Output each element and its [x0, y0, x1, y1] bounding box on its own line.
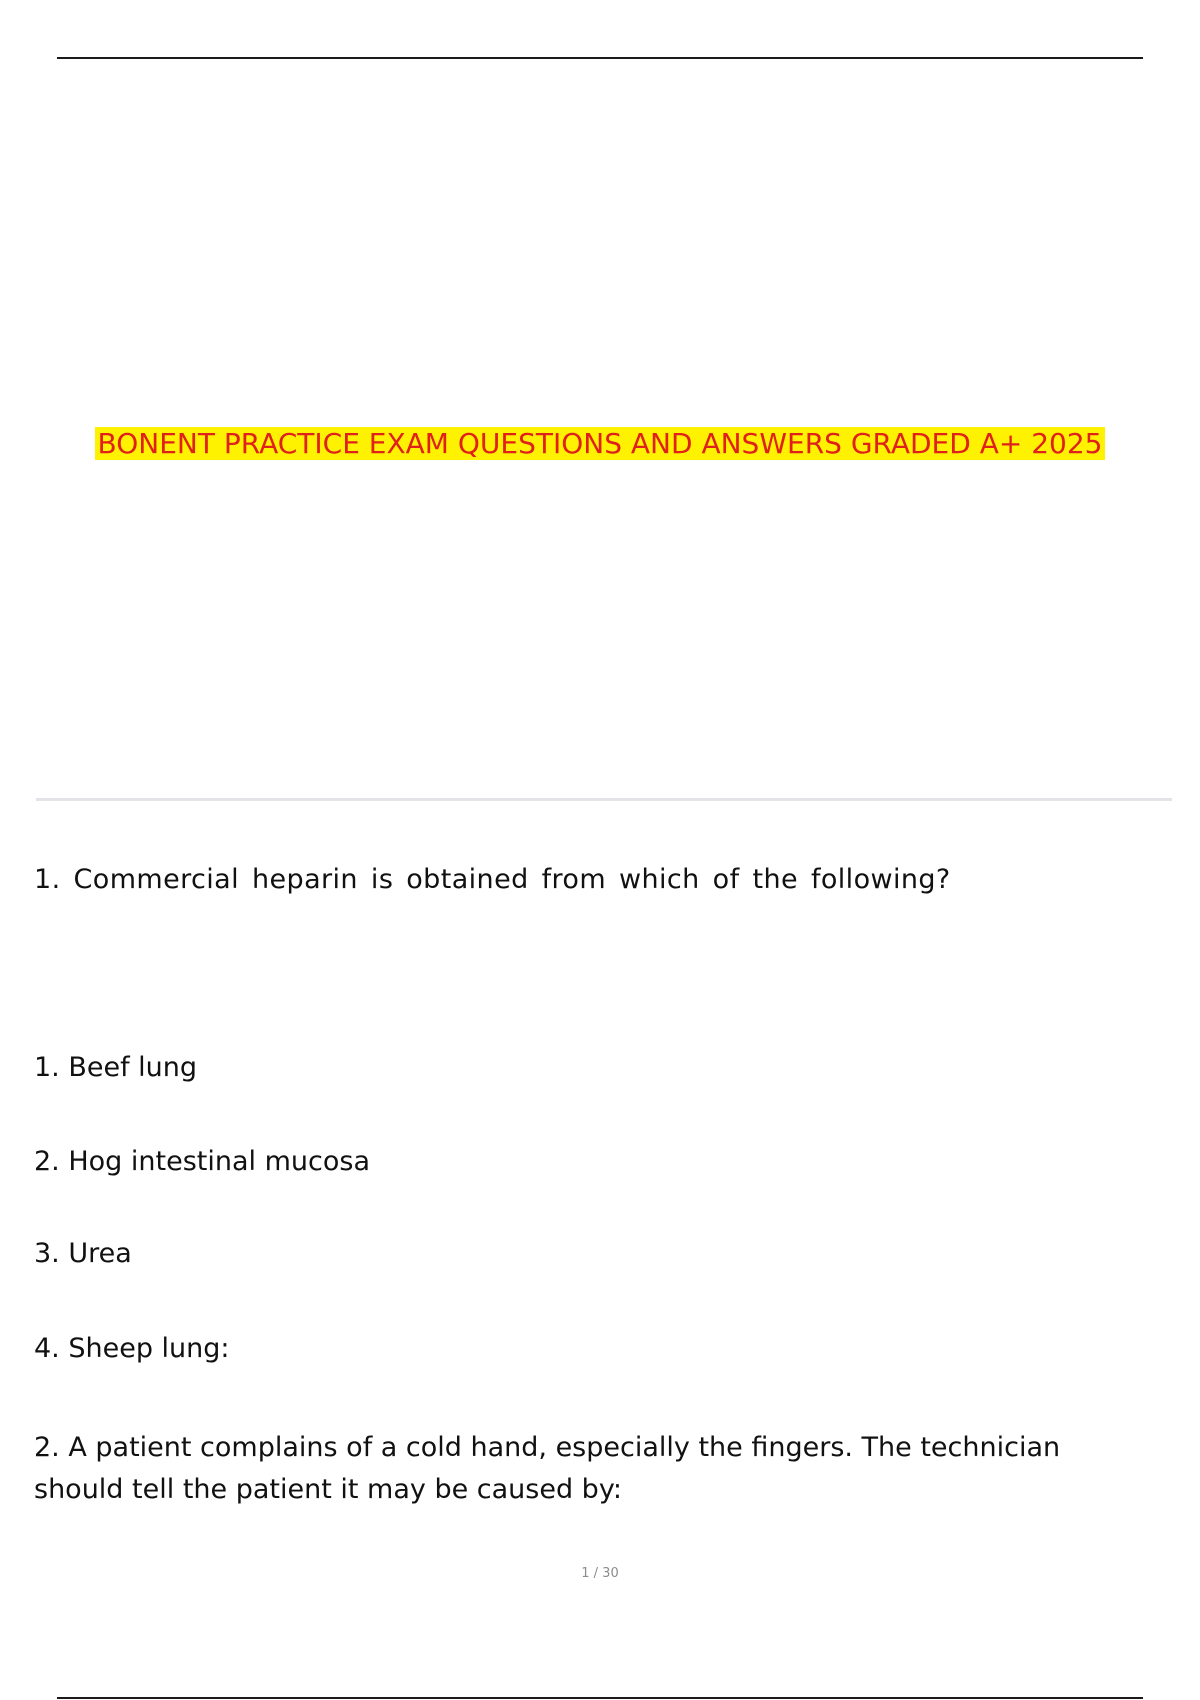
question-2: 2. A patient complains of a cold hand, especially the fingers. The technician should tell the patient it may be caused by:	[34, 1432, 1061, 1505]
question-1-option-3: 3. Urea	[34, 1238, 132, 1269]
top-rule	[57, 57, 1143, 59]
question-1-option-1: 1. Beef lung	[34, 1052, 198, 1083]
question-1: 1. Commercial heparin is obtained from which of the following?	[34, 864, 951, 895]
section-divider	[36, 798, 1172, 801]
question-1-option-2: 2. Hog intestinal mucosa	[34, 1146, 370, 1177]
document-title	[0, 424, 1200, 464]
page-number: 1 / 30	[581, 1566, 619, 1581]
document-title-text: BONENT PRACTICE EXAM QUESTIONS AND ANSWERS GRADED A+ 2025	[95, 427, 1106, 460]
bottom-rule	[57, 1697, 1143, 1699]
question-1-option-4: 4. Sheep lung:	[34, 1333, 230, 1364]
